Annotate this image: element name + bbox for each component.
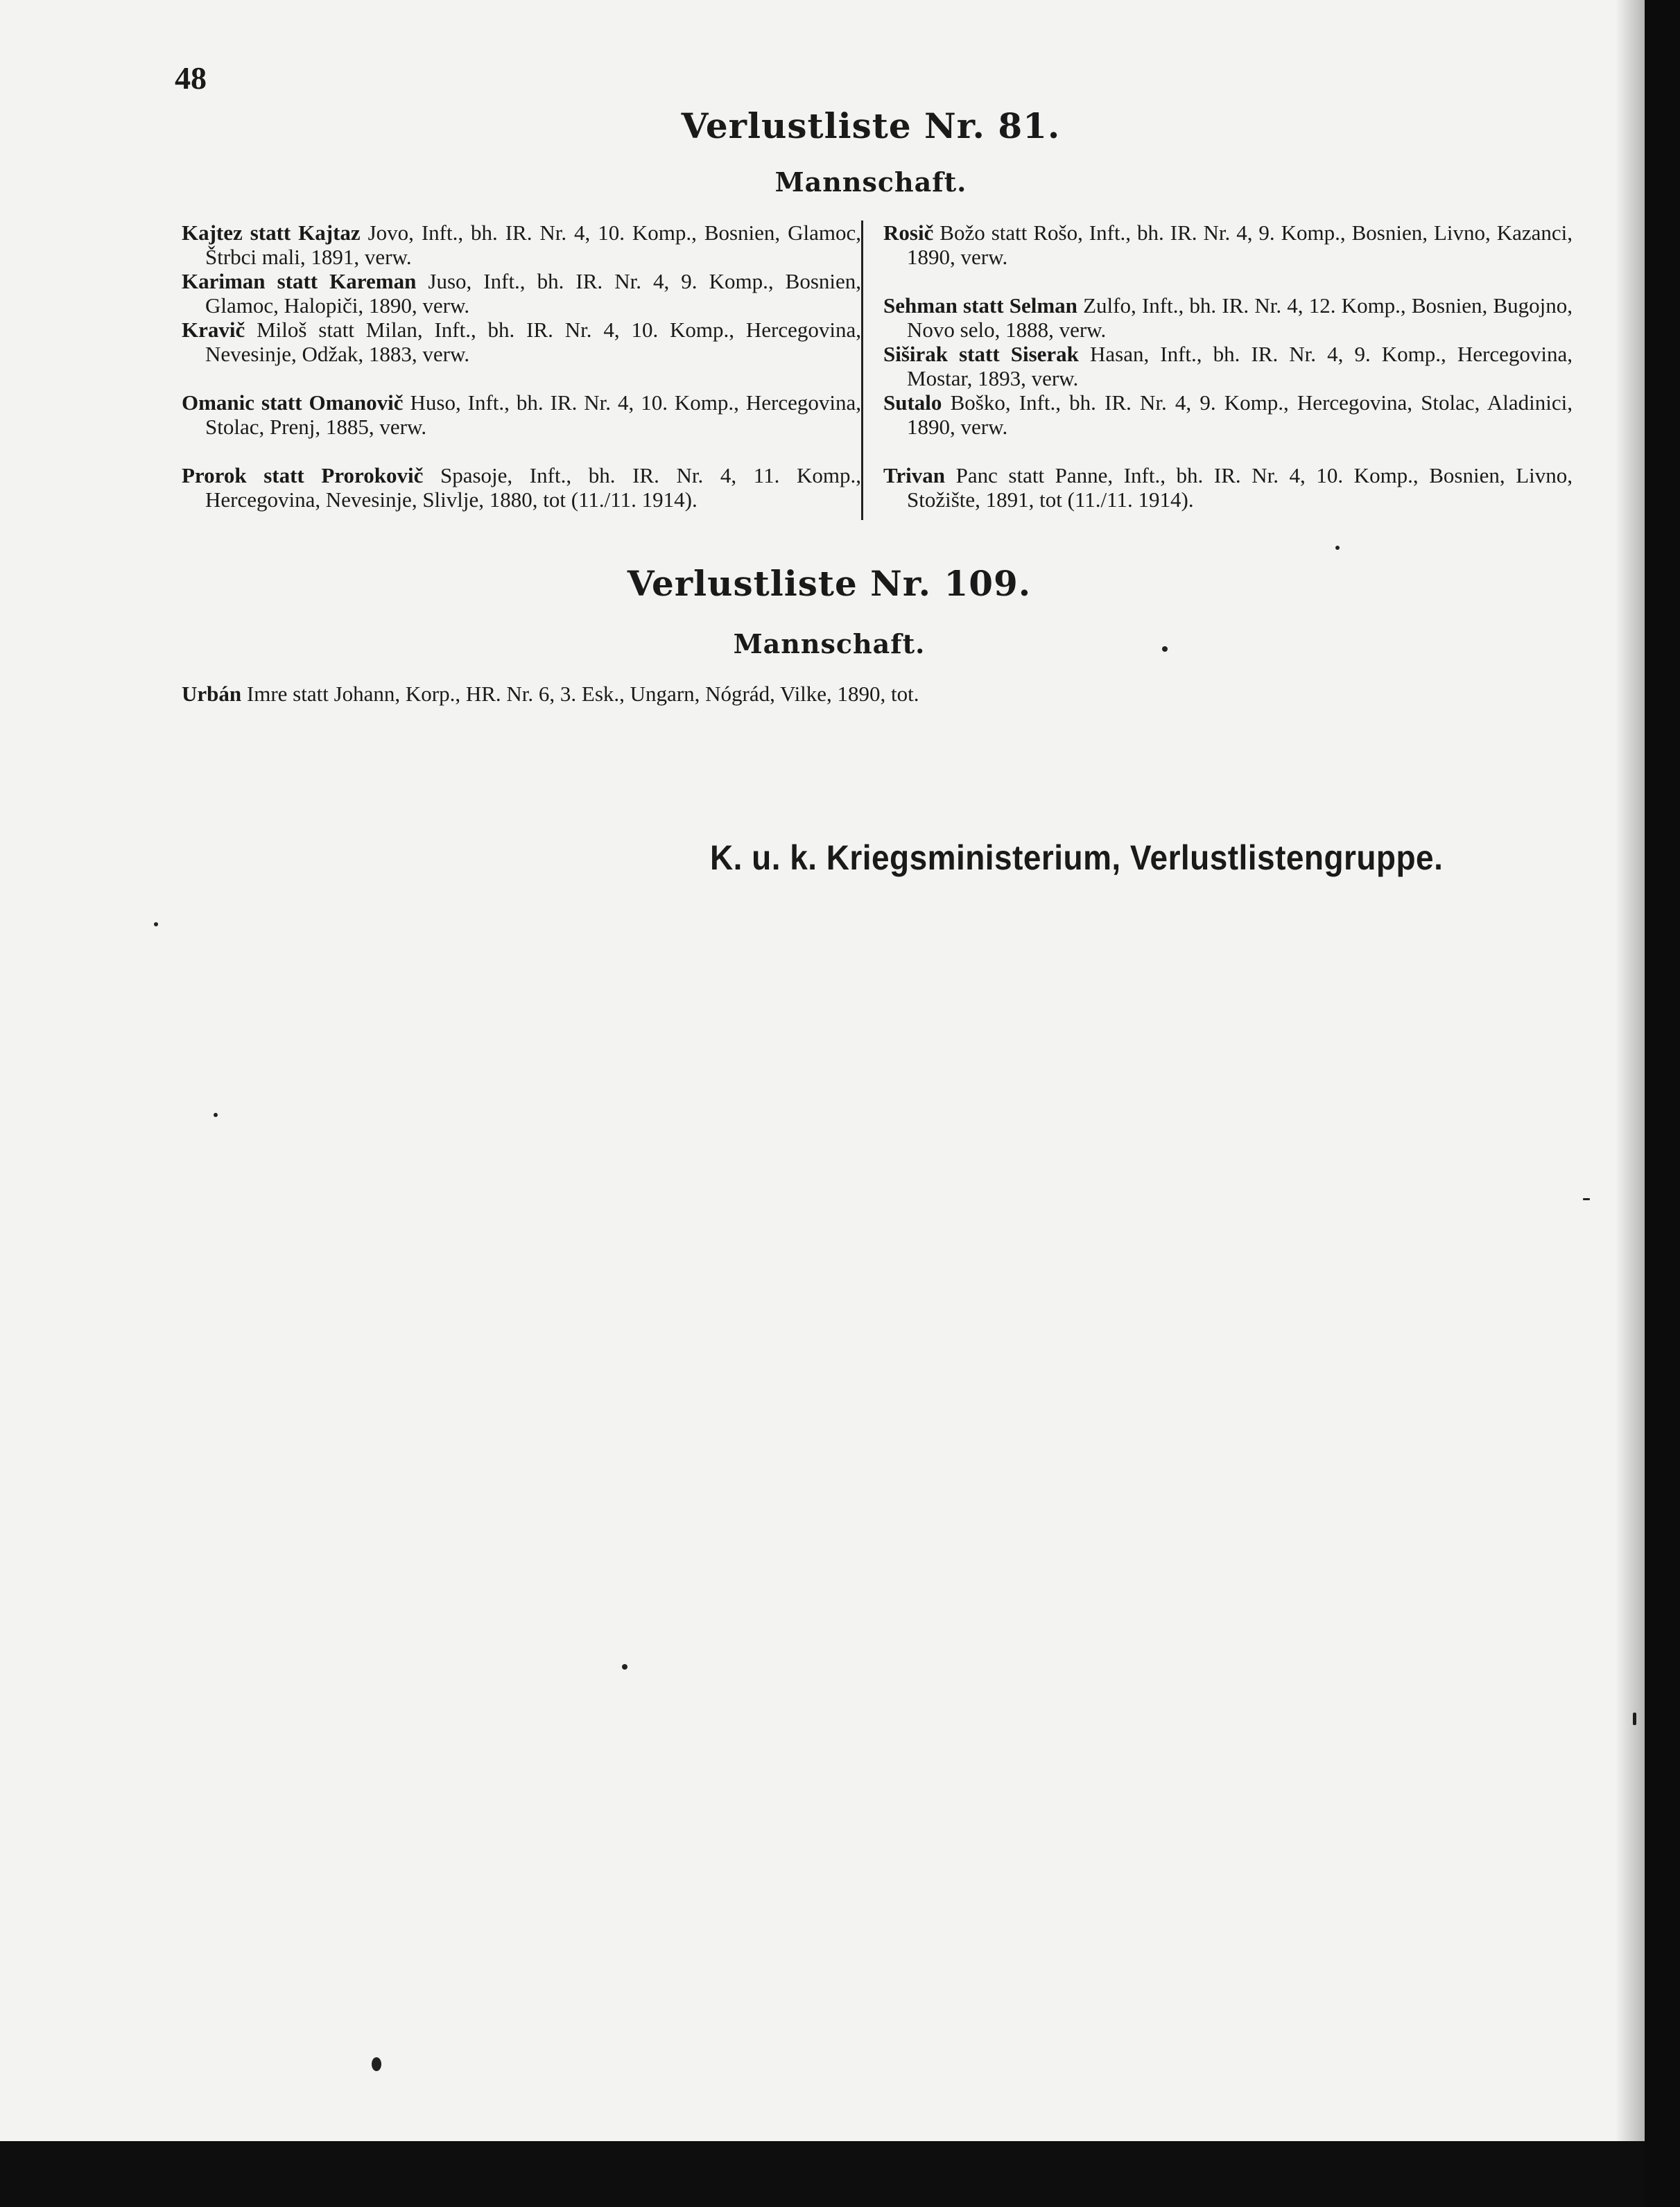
entry-details: Juso, Inft., bh. IR. Nr. 4, 9. Komp., Bosnien, Glamoc, Halopiči, 1890, verw. — [205, 269, 862, 318]
ink-speck — [214, 1113, 218, 1117]
entry-details: Hasan, Inft., bh. IR. Nr. 4, 9. Komp., Hercegovina, Mostar, 1893, verw. — [907, 342, 1573, 390]
casualty-entry — [182, 390, 861, 439]
scan-border-bottom — [0, 2141, 1645, 2207]
casualty-entry — [182, 220, 861, 269]
entry-surname: Siširak statt Siserak — [883, 342, 1079, 366]
scan-border-right — [1645, 0, 1680, 2207]
entry-surname: Rosič — [883, 220, 934, 245]
entry-details: Imre statt Johann, Korp., HR. Nr. 6, 3. Esk., Ungarn, Nógrád, Vilke, 1890, tot. — [241, 682, 919, 706]
entry-surname: Sutalo — [883, 390, 942, 415]
casualty-entry — [883, 390, 1573, 439]
entry-surname: Prorok statt Prorokovič — [182, 463, 424, 487]
casualty-entry — [883, 463, 1573, 512]
entry-details: Huso, Inft., bh. IR. Nr. 4, 10. Komp., Hercegovina, Stolac, Prenj, 1885, verw. — [205, 390, 861, 439]
casualty-entry — [182, 269, 861, 318]
entry-surname: Urbán — [182, 682, 242, 706]
entry-details: Miloš statt Milan, Inft., bh. IR. Nr. 4, 10. Komp., Hercegovina, Nevesinje, Odžak, 1883, verw. — [205, 318, 861, 366]
ministry-signature: K. u. k. Kriegsministerium, Verlustlistengruppe. — [710, 838, 1444, 877]
ink-speck — [622, 1664, 627, 1670]
list-81-right-column — [883, 220, 1573, 512]
casualty-entry — [182, 318, 861, 366]
entry-surname: Omanic statt Omanovič — [182, 390, 404, 415]
entry-details: Jovo, Inft., bh. IR. Nr. 4, 10. Komp., Bosnien, Glamoc, Štrbci mali, 1891, verw. — [205, 220, 861, 269]
entry-surname: Kariman statt Kareman — [182, 269, 417, 293]
ink-speck — [1583, 1198, 1590, 1200]
list-109-subtitle: Mannschaft. — [733, 628, 926, 659]
entry-details: Boško, Inft., bh. IR. Nr. 4, 9. Komp., Hercegovina, Stolac, Aladinici, 1890, verw. — [907, 390, 1573, 439]
list-81-subtitle: Mannschaft. — [774, 166, 967, 198]
ink-speck — [1335, 546, 1340, 550]
column-divider — [861, 220, 863, 520]
list-81-left-column — [182, 220, 861, 512]
casualty-entry — [182, 463, 861, 512]
list-81-title: Verlustliste Nr. 81. — [681, 105, 1061, 146]
ink-speck — [1162, 646, 1168, 652]
casualty-entry — [883, 293, 1573, 342]
casualty-entry — [883, 342, 1573, 390]
casualty-entry — [883, 220, 1573, 269]
entry-surname: Kravič — [182, 318, 245, 342]
entry-details: Spasoje, Inft., bh. IR. Nr. 4, 11. Komp., Hercegovina, Nevesinje, Slivlje, 1880, tot (11./11. 1914). — [205, 463, 862, 512]
entry-details: Panc statt Panne, Inft., bh. IR. Nr. 4, 10. Komp., Bosnien, Livno, Stožište, 1891, tot (11./11. 1914). — [907, 463, 1573, 512]
casualty-entry — [182, 682, 1360, 706]
page-edge-shadow — [1616, 0, 1645, 2141]
entry-details: Božo statt Rošo, Inft., bh. IR. Nr. 4, 9. Komp., Bosnien, Livno, Kazanci, 1890, verw. — [907, 220, 1573, 269]
list-109-title: Verlustliste Nr. 109. — [627, 563, 1032, 604]
ink-speck — [372, 2057, 381, 2071]
ink-speck — [154, 922, 158, 926]
entry-details: Zulfo, Inft., bh. IR. Nr. 4, 12. Komp., Bosnien, Bugojno, Novo selo, 1888, verw. — [907, 293, 1573, 342]
entry-surname: Kajtez statt Kajtaz — [182, 220, 361, 245]
entry-surname: Trivan — [883, 463, 945, 487]
page-number: 48 — [175, 60, 207, 96]
entry-surname: Sehman statt Selman — [883, 293, 1077, 318]
